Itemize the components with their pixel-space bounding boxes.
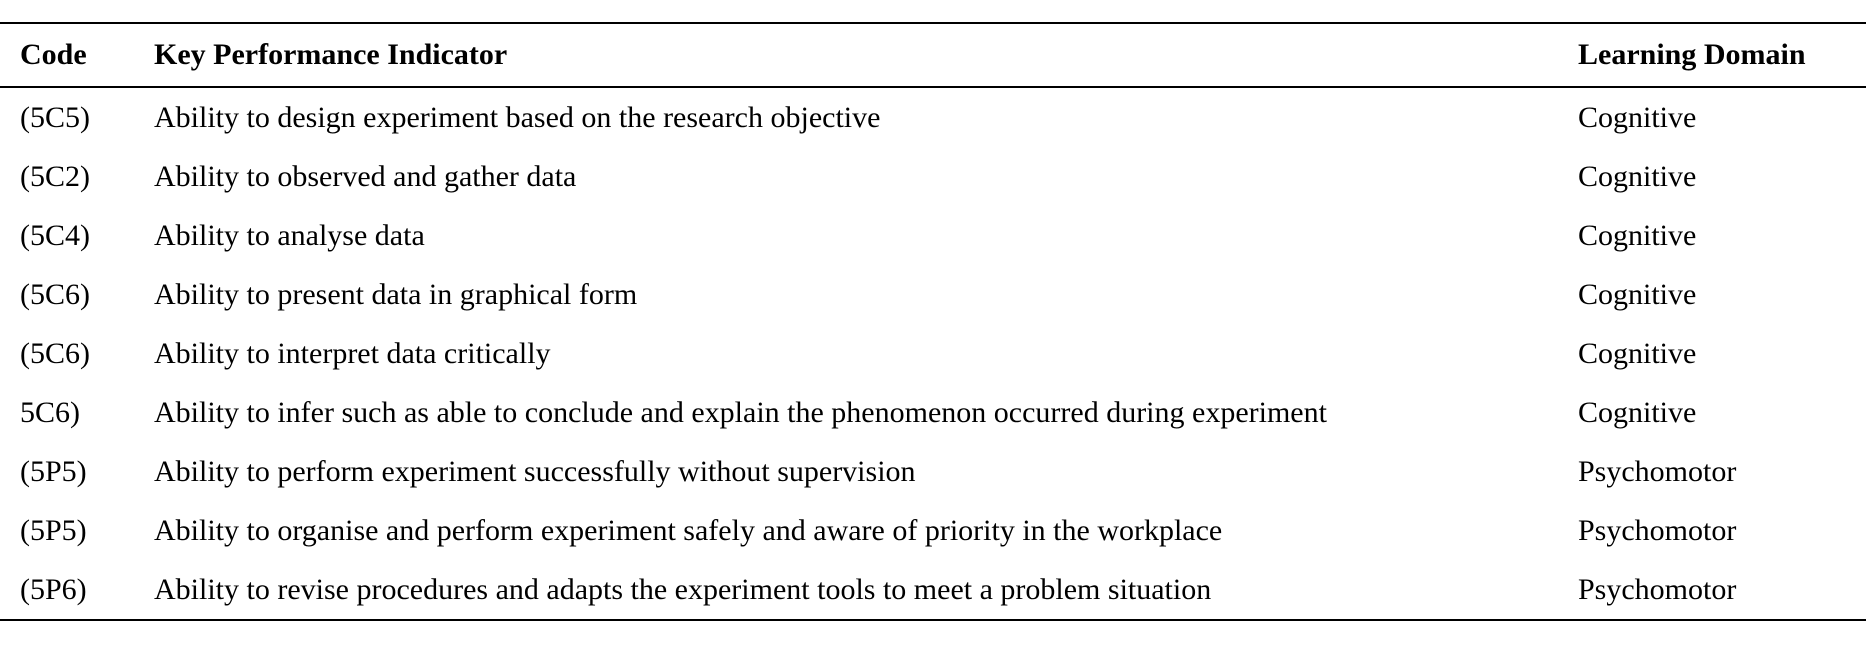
cell-code: (5P6) (20, 572, 87, 606)
cell-domain: Cognitive (1578, 395, 1697, 429)
table-row (0, 383, 1866, 442)
header-row (0, 23, 1866, 87)
table-row (0, 265, 1866, 324)
cell-domain: Cognitive (1578, 218, 1697, 252)
table-row (0, 442, 1866, 501)
cell-code: 5C6) (20, 395, 80, 429)
cell-code: (5P5) (20, 454, 87, 488)
cell-code: (5C2) (20, 159, 90, 193)
cell-kpi: Ability to interpret data critically (154, 336, 551, 370)
cell-kpi: Ability to organise and perform experiment safely and aware of priority in the workplace (154, 513, 1223, 547)
cell-kpi: Ability to revise procedures and adapts the experiment tools to meet a problem situation (154, 572, 1212, 606)
cell-kpi: Ability to analyse data (154, 218, 425, 252)
header-code: Code (20, 38, 87, 71)
cell-domain: Cognitive (1578, 277, 1697, 311)
cell-code: (5C6) (20, 336, 90, 370)
cell-code: (5C6) (20, 277, 90, 311)
kpi-table-container (0, 22, 1866, 621)
cell-domain: Psychomotor (1578, 454, 1737, 488)
table-row (0, 206, 1866, 265)
header-kpi: Key Performance Indicator (154, 38, 508, 71)
cell-kpi: Ability to infer such as able to conclude and explain the phenomenon occurred during experiment (154, 395, 1327, 429)
table-body (0, 87, 1866, 620)
table-row (0, 560, 1866, 620)
cell-kpi: Ability to design experiment based on the research objective (154, 100, 881, 134)
table-row (0, 324, 1866, 383)
header-learning-domain: Learning Domain (1578, 38, 1806, 71)
cell-domain: Psychomotor (1578, 572, 1737, 606)
cell-domain: Cognitive (1578, 100, 1697, 134)
cell-kpi: Ability to perform experiment successfully without supervision (154, 454, 916, 488)
cell-code: (5C4) (20, 218, 90, 252)
cell-domain: Cognitive (1578, 336, 1697, 370)
cell-code: (5C5) (20, 100, 90, 134)
cell-domain: Cognitive (1578, 159, 1697, 193)
table-row (0, 147, 1866, 206)
table-row (0, 87, 1866, 147)
kpi-table (0, 22, 1866, 621)
table-header (0, 23, 1866, 87)
cell-kpi: Ability to observed and gather data (154, 159, 577, 193)
cell-domain: Psychomotor (1578, 513, 1737, 547)
table-row (0, 501, 1866, 560)
cell-code: (5P5) (20, 513, 87, 547)
cell-kpi: Ability to present data in graphical form (154, 277, 638, 311)
